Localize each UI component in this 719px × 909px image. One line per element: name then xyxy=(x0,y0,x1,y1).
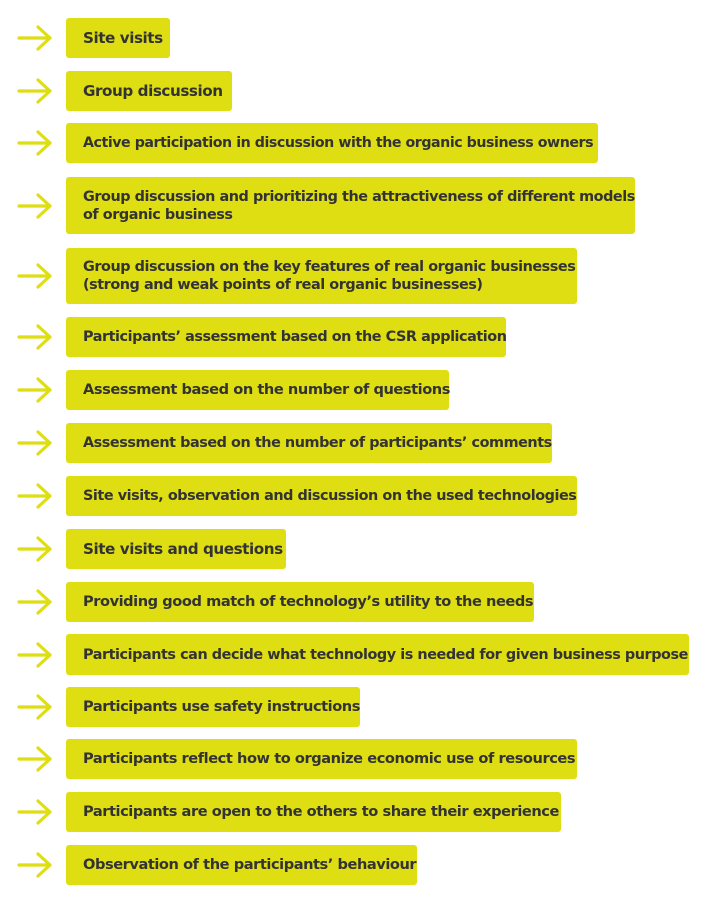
item-line: Assessment based on the number of questions xyxy=(83,381,450,398)
right-arrow-icon xyxy=(17,850,53,880)
item-line: of organic business xyxy=(83,206,233,223)
right-arrow-icon xyxy=(17,76,53,106)
item-line: Active participation in discussion with the organic business owners xyxy=(83,135,594,151)
right-arrow-icon xyxy=(17,128,53,158)
item-line: Group discussion and prioritizing the attractiveness of different models xyxy=(83,188,635,205)
item-box xyxy=(66,71,232,111)
item-line: Participants reflect how to organize economic use of resources xyxy=(83,750,576,767)
right-arrow-icon xyxy=(17,191,53,221)
item-box xyxy=(66,423,552,463)
right-arrow-icon xyxy=(17,640,53,670)
item-line: Assessment based on the number of participants’ comments xyxy=(83,435,552,451)
right-arrow-icon xyxy=(17,428,53,458)
item-box xyxy=(66,582,534,622)
right-arrow-icon xyxy=(17,481,53,511)
item-line: Participants can decide what technology is needed for given business purpose xyxy=(83,646,688,663)
right-arrow-icon xyxy=(17,587,53,617)
right-arrow-icon xyxy=(17,261,53,291)
item-box xyxy=(66,634,689,675)
item-line: (strong and weak points of real organic businesses) xyxy=(83,277,483,293)
item-box xyxy=(66,370,449,410)
item-line: Participants use safety instructions xyxy=(83,698,360,715)
item-line: Group discussion xyxy=(83,82,223,100)
item-box xyxy=(66,476,577,516)
item-line: Participants are open to the others to share their experience xyxy=(83,803,559,820)
item-box xyxy=(66,739,577,779)
item-box xyxy=(66,792,561,832)
item-box xyxy=(66,845,417,885)
right-arrow-icon xyxy=(17,534,53,564)
item-line: Participants’ assessment based on the CSR application xyxy=(83,329,507,345)
item-box xyxy=(66,18,170,58)
item-line: Site visits and questions xyxy=(83,540,283,558)
item-box xyxy=(66,123,598,163)
right-arrow-icon xyxy=(17,23,53,53)
item-box xyxy=(66,687,360,727)
item-box xyxy=(66,529,286,569)
item-line: Site visits, observation and discussion on the used technologies xyxy=(83,488,577,504)
item-line: Observation of the participants’ behaviour xyxy=(83,856,417,873)
item-line: Providing good match of technology’s utility to the needs xyxy=(83,593,534,610)
item-box xyxy=(66,248,577,304)
item-line: Group discussion on the key features of real organic businesses xyxy=(83,259,576,275)
right-arrow-icon xyxy=(17,797,53,827)
right-arrow-icon xyxy=(17,744,53,774)
item-box xyxy=(66,317,506,357)
item-line: Site visits xyxy=(83,29,163,47)
item-box xyxy=(66,177,635,234)
right-arrow-icon xyxy=(17,322,53,352)
right-arrow-icon xyxy=(17,692,53,722)
right-arrow-icon xyxy=(17,375,53,405)
